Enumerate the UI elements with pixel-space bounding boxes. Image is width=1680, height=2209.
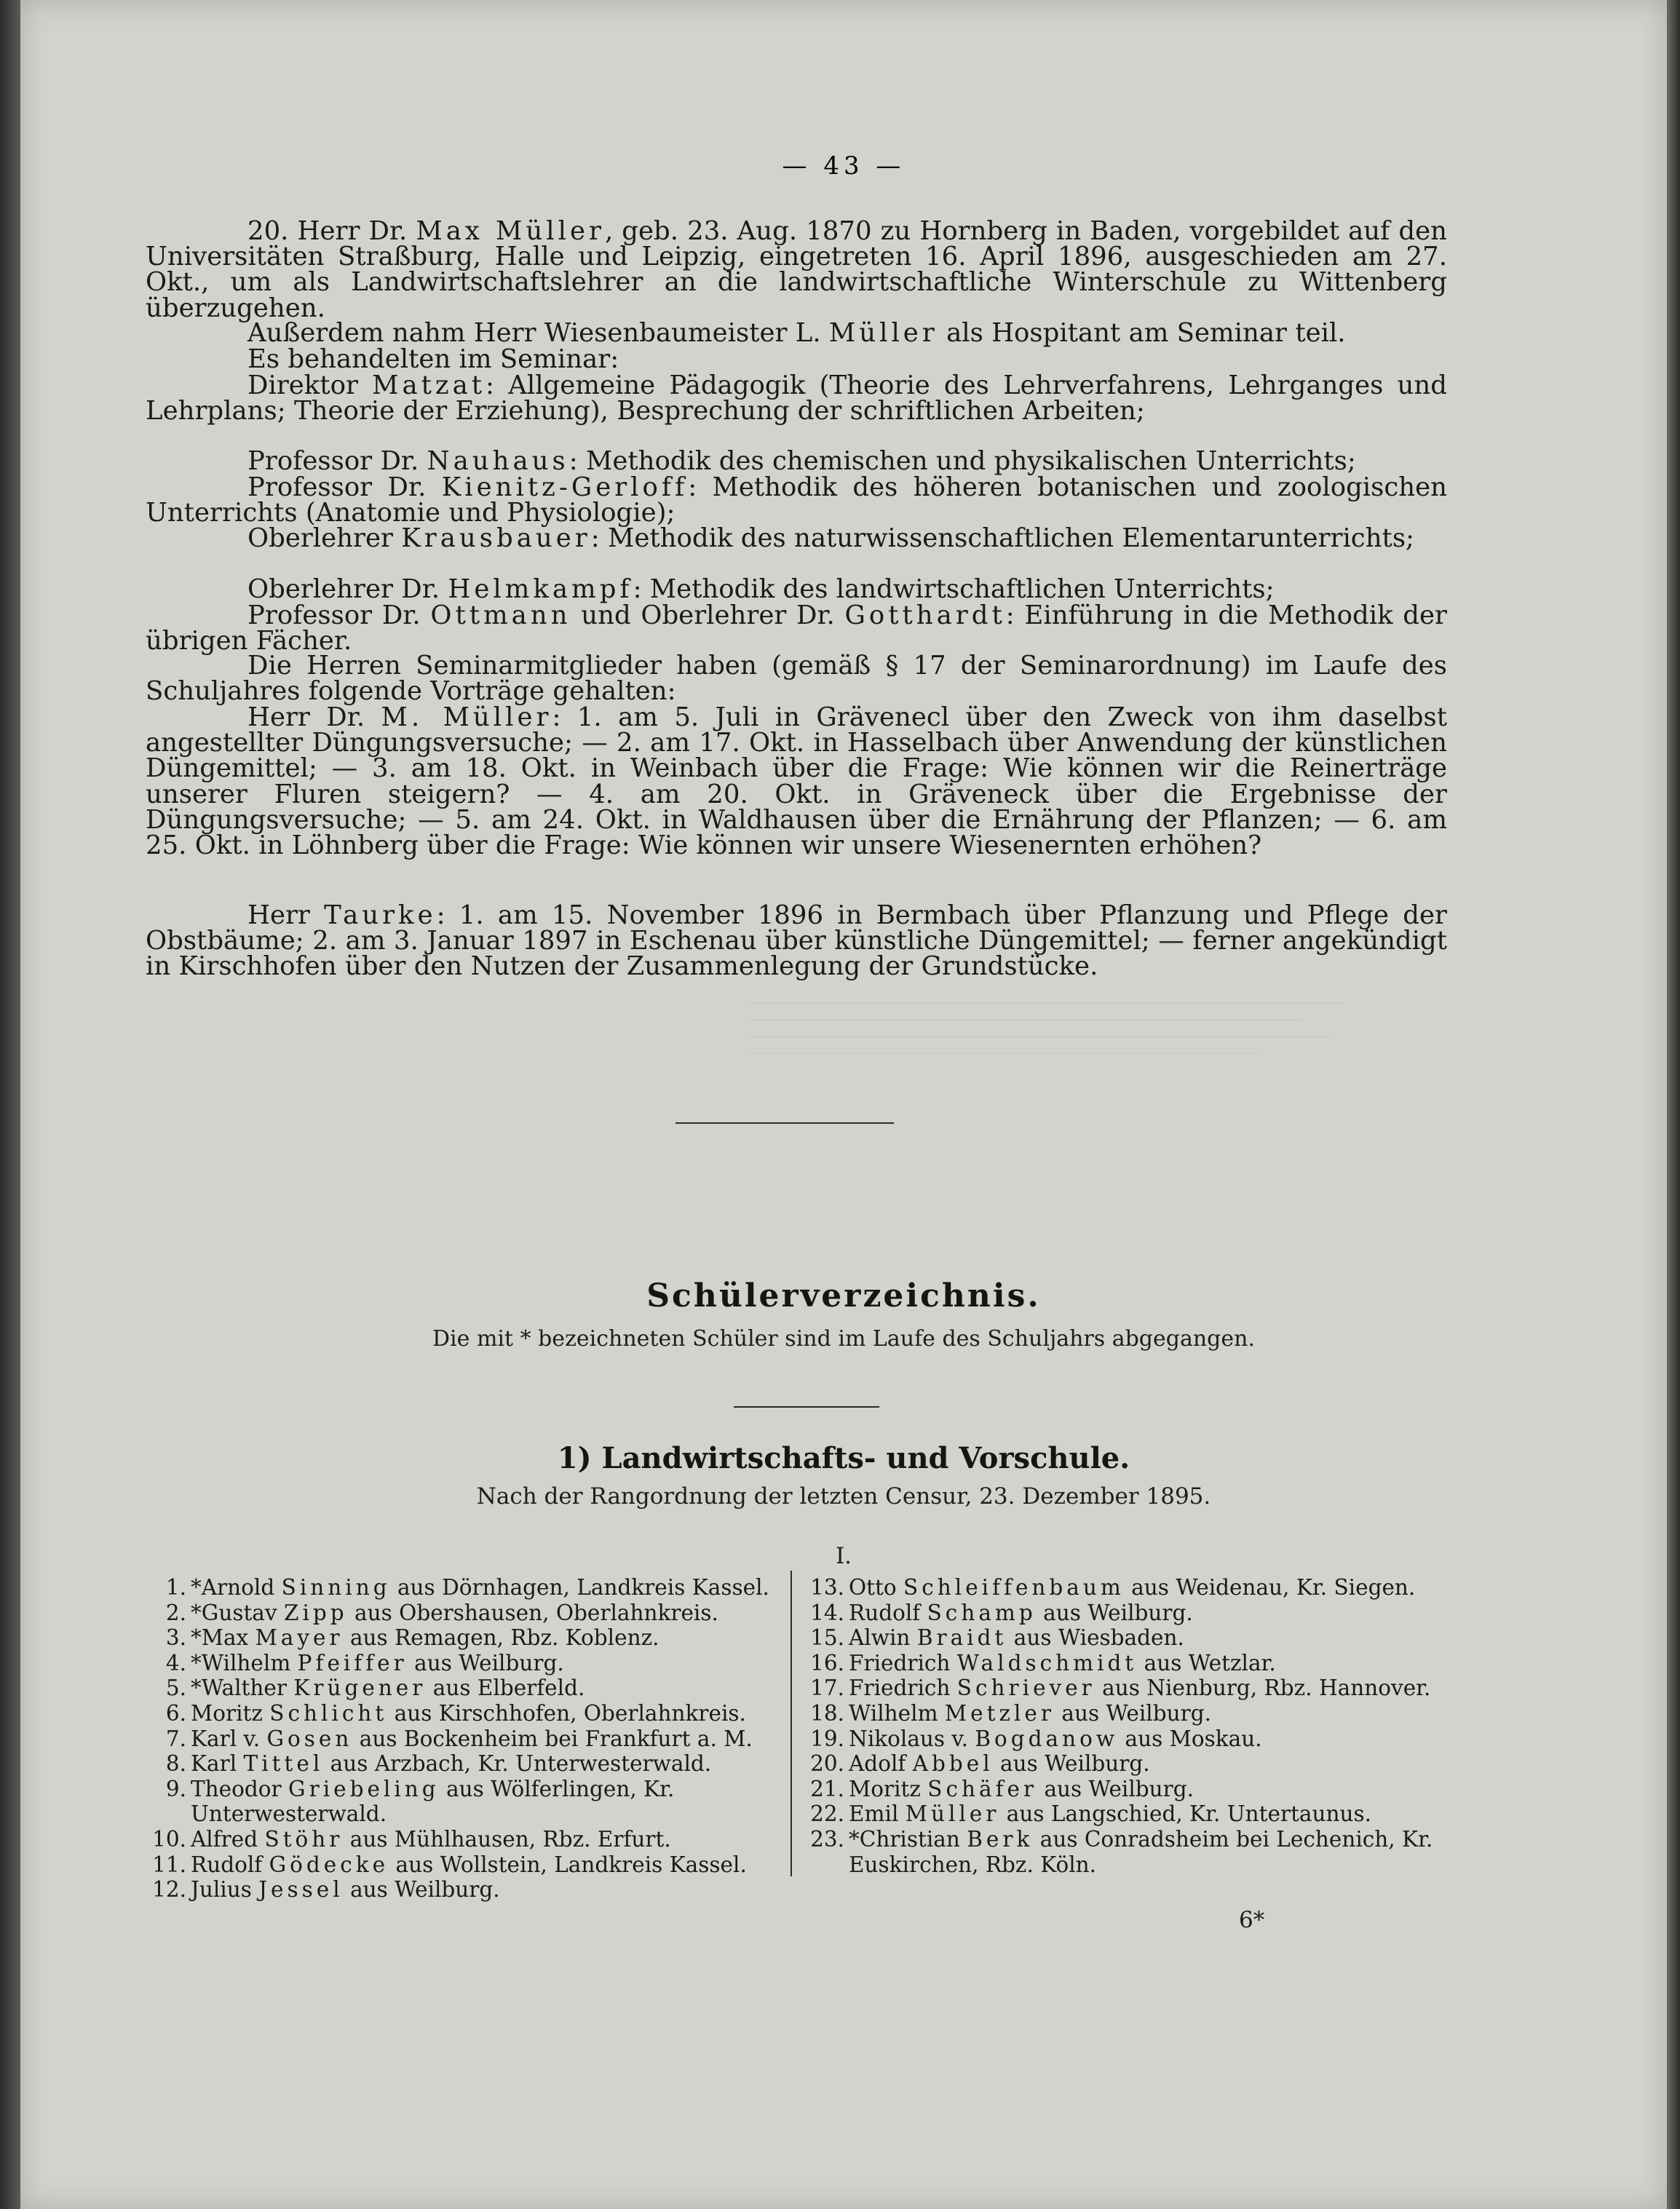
student-surname: Braidt [916,1625,1007,1651]
entry-text: aus Weilburg. [1037,1776,1194,1801]
paragraph [146,651,1447,707]
name-emphasis: Ottmann [430,600,571,630]
entry-text: aus Obershausen, Oberlahnkreis. [347,1600,718,1625]
text-run: : 1. am 5. Juli in Grävenecl über den Zweck von ihm daselbst angestellter Düngungsversuche; — 2. am 17. Okt. in Hasselbach über Anwendung der künstlichen Düngemittel; — 3. am 18. Okt. in Weinbach über die Frage: Wie können wir die Reinerträge unserer Fluren steigern? — 4. am 20. Okt. in Gräveneck über die Ergebnisse der Düngungsversuche; — 5. am 24. Okt. in Waldhausen über die Ernährung der Pflanzen; — 6. am 25. Okt. in Löhnberg über die Frage: Wie können wir unsere Wiesenernten erhöhen? [146,702,1447,861]
student-entry [804,1675,1459,1701]
entry-number: 1. [165,1575,186,1600]
student-surname: Gosen [266,1726,353,1751]
entry-number: 5. [165,1675,186,1701]
entry-text: aus Wetzlar. [1137,1650,1276,1675]
student-surname: Schamp [927,1600,1037,1625]
entry-number: 11. [152,1852,186,1877]
name-emphasis: M. Müller [381,702,552,732]
left-binding-edge [0,0,20,2209]
entry-text: aus Weilburg. [343,1877,500,1903]
entry-number: 13. [810,1575,844,1600]
entry-text: *Max [191,1625,255,1651]
student-entry [146,1575,786,1601]
entry-number: 15. [810,1625,844,1651]
text-run: : Methodik des höheren botanischen und zoologischen Unterrichts (Anatomie und Physiologie); [146,472,1447,528]
text-run: : Methodik des chemischen und physikalischen Unterrichts; [568,446,1356,476]
text-run: Herr [247,900,325,930]
text-run: : Allgemeine Pädagogik (Theorie des Lehrverfahrens, Lehrganges und Lehrplans; Theorie der Erziehung), Besprechung der schriftlichen Arbeiten; [146,370,1447,427]
entry-text: Karl v. [191,1726,267,1751]
entry-text: aus Weilburg. [1036,1600,1193,1625]
entry-number: 8. [165,1751,186,1777]
paragraph [146,218,1447,321]
student-surname: Schleiffenbaum [903,1575,1125,1600]
text-run: : 1. am 15. November 1896 in Bermbach über Pflanzung und Pflege der Obstbäume; 2. am 3. Januar 1897 in Eschenau über künstliche Düngemittel; — ferner angekündigt in Kirschhofen über den Nutzen der Zusammenlegung der Grundstücke. [146,900,1447,982]
student-entry [804,1726,1459,1752]
entry-text: aus Wölferlingen, Kr. Unterwesterwald. [191,1776,675,1827]
paragraph [146,600,1448,657]
paragraph [146,702,1447,861]
student-surname: Metzler [944,1700,1055,1726]
printer-signature-mark: 6* [1239,1907,1265,1933]
entry-text: aus Mühlhausen, Rbz. Erfurt. [343,1826,671,1852]
entry-text: aus Langschied, Kr. Untertaunus. [999,1801,1372,1827]
student-entry [804,1625,1459,1651]
text-run: : Methodik des naturwissenschaftlichen Elementarunterrichts; [590,523,1414,553]
text-run: , geb. 23. Aug. 1870 zu Hornberg in Baden, vorgebildet auf den Universitäten Straßburg, Halle und Leipzig, eingetreten 16. April 1896, ausgeschieden am 27. Okt., um als Landwirtschaftslehrer an die landwirtschaftliche Winterschule zu Wittenberg überzugehen. [146,216,1447,323]
student-list-right [804,1575,1459,1877]
entry-text: Julius [191,1877,259,1903]
name-emphasis: Gotthardt [844,600,1006,630]
entry-text: aus Elberfeld. [426,1675,585,1701]
text-run: Außerdem nahm Herr Wiesenbaumeister L. [247,318,829,348]
entry-text: Alwin [849,1625,917,1651]
student-entry [146,1852,786,1878]
entry-number: 16. [810,1650,844,1675]
text-run: Professor Dr. [247,472,442,502]
student-surname: Schriever [956,1675,1095,1701]
register-note: Die mit * bezeichneten Schüler sind im Laufe des Schuljahrs abgegangen. [432,1326,1255,1352]
entry-text: Karl [191,1751,244,1777]
student-surname: Schäfer [927,1776,1038,1801]
entry-text: Emil [849,1801,906,1827]
entry-number: 14. [810,1600,844,1625]
entry-number: 6. [165,1700,186,1726]
entry-text: aus Weidenau, Kr. Siegen. [1124,1575,1416,1600]
name-emphasis: Max Müller [416,216,605,246]
text-run: Oberlehrer Dr. [247,574,448,604]
text-run: 20. Herr Dr. [247,216,416,246]
student-entry [146,1777,786,1827]
student-entry [146,1726,786,1752]
text-run: Oberlehrer [247,523,402,553]
student-surname: Schlicht [269,1700,388,1726]
entry-number: 4. [165,1650,186,1675]
entry-text: Alfred [191,1826,265,1852]
entry-text: Friedrich [849,1675,957,1701]
entry-text: Moritz [849,1776,928,1801]
text-run: Professor Dr. [247,446,427,476]
entry-text: aus Bockenheim bei Frankfurt a. M. [352,1726,753,1751]
student-surname: Abbel [912,1751,994,1777]
entry-text: aus Wollstein, Landkreis Kassel. [389,1852,747,1877]
entry-text: Nikolaus v. [849,1726,975,1751]
student-surname: Gödecke [269,1852,389,1877]
student-entry [804,1701,1459,1726]
entry-text: Adolf [849,1751,913,1777]
entry-text: aus Nienburg, Rbz. Hannover. [1095,1675,1431,1701]
entry-text: aus Dörnhagen, Landkreis Kassel. [390,1575,769,1600]
entry-number: 22. [810,1801,844,1827]
name-emphasis: Kienitz-Gerloff [441,472,689,502]
paragraph [146,900,1447,982]
student-surname: Jessel [258,1877,344,1903]
student-surname: Bogdanow [975,1726,1119,1751]
text-run: : Einführung in die Methodik der übrigen Fächer. [146,600,1448,657]
text-run: Es behandelten im Seminar: [247,344,619,374]
class-label: I. [835,1543,852,1569]
paragraph [146,523,1447,553]
section-divider-rule [675,1122,894,1124]
student-surname: Griebeling [288,1776,440,1801]
entry-number: 10. [152,1826,186,1852]
name-emphasis: Krausbauer [401,523,591,553]
entry-text: aus Weilburg. [1054,1700,1211,1726]
paragraph [146,472,1447,528]
student-entry [804,1601,1459,1626]
student-surname: Krügener [293,1675,427,1701]
student-entry [804,1651,1459,1676]
student-entry [146,1751,786,1777]
entry-text: aus Wiesbaden. [1007,1625,1184,1651]
column-divider [791,1571,792,1876]
student-entry [146,1675,786,1701]
entry-text: aus Moskau. [1118,1726,1262,1751]
paragraph [146,346,1447,372]
entry-text: aus Conradsheim bei Lechenich, Kr. Euskirchen, Rbz. Köln. [849,1826,1433,1877]
entry-number: 12. [152,1877,186,1903]
entry-number: 20. [810,1751,844,1777]
student-entry [146,1701,786,1726]
student-entry [146,1625,786,1651]
entry-text: *Arnold [191,1575,282,1600]
student-surname: Tittel [243,1751,324,1777]
student-surname: Mayer [255,1625,344,1651]
entry-number: 3. [165,1625,186,1651]
entry-number: 7. [165,1726,186,1751]
student-surname: Stöhr [264,1826,344,1852]
entry-text: *Walther [191,1675,294,1701]
entry-text: *Christian [849,1826,967,1852]
register-short-rule [734,1406,879,1408]
paragraph [146,448,1447,474]
name-emphasis: Nauhaus [427,446,569,476]
student-surname: Müller [905,1801,1000,1827]
student-surname: Sinning [281,1575,391,1600]
entry-text: Otto [849,1575,904,1600]
right-page-edge [1667,0,1680,2209]
register-title: Schülerverzeichnis. [646,1277,1041,1314]
entry-number: 19. [810,1726,844,1751]
entry-number: 21. [810,1776,844,1801]
paragraph [146,576,1447,602]
student-entry [804,1751,1459,1777]
student-entry [804,1777,1459,1802]
entry-number: 2. [165,1600,186,1625]
entry-text: Moritz [191,1700,270,1726]
paragraph [146,370,1447,427]
student-list-left [146,1575,786,1903]
entry-text: *Gustav [191,1600,284,1625]
entry-number: 9. [165,1776,186,1801]
student-surname: Pfeiffer [297,1650,408,1675]
entry-text: Rudolf [849,1600,927,1625]
student-entry [146,1877,786,1903]
section-subtitle: Nach der Rangordnung der letzten Censur, 23. Dezember 1895. [476,1483,1211,1510]
text-run: Herr Dr. [247,702,381,732]
student-entry [804,1575,1459,1601]
name-emphasis: Matzat [372,370,486,400]
section-title: 1) Landwirtschafts- und Vorschule. [557,1441,1130,1475]
entry-number: 18. [810,1700,844,1726]
student-entry [146,1651,786,1676]
entry-text: aus Remagen, Rbz. Koblenz. [343,1625,659,1651]
student-surname: Zipp [283,1600,348,1625]
text-run: Direktor [247,370,373,400]
entry-text: aus Arzbach, Kr. Unterwesterwald. [323,1751,712,1777]
page-number: — 43 — [782,151,906,181]
entry-number: 17. [810,1675,844,1701]
entry-text: Theodor [191,1776,289,1801]
student-entry [804,1827,1459,1877]
entry-text: aus Kirschhofen, Oberlahnkreis. [387,1700,746,1726]
bleed-through-texture [748,997,1345,1070]
entry-text: Friedrich [849,1650,957,1675]
text-run: Die Herren Seminarmitglieder haben (gemäß § 17 der Seminarordnung) im Laufe des Schuljahres folgende Vorträge gehalten: [146,651,1447,707]
student-surname: Berk [967,1826,1034,1852]
entry-text: Rudolf [191,1852,269,1877]
student-surname: Waldschmidt [956,1650,1138,1675]
entry-text: Wilhelm [849,1700,945,1726]
text-run: und Oberlehrer Dr. [571,600,845,630]
student-entry [146,1601,786,1626]
entry-text: aus Weilburg. [407,1650,564,1675]
document-page [20,0,1667,2209]
text-run: Professor Dr. [247,600,431,630]
name-emphasis: Helmkampf [448,574,633,604]
student-entry [804,1801,1459,1827]
paragraph [146,320,1447,346]
name-emphasis: Müller [828,318,938,348]
text-run: : Methodik des landwirtschaftlichen Unterrichts; [633,574,1275,604]
entry-text: aus Weilburg. [993,1751,1150,1777]
text-run: als Hospitant am Seminar teil. [938,318,1346,348]
entry-text: *Wilhelm [191,1650,298,1675]
student-entry [146,1827,786,1852]
entry-number: 23. [810,1826,844,1852]
name-emphasis: Taurke [324,900,437,930]
